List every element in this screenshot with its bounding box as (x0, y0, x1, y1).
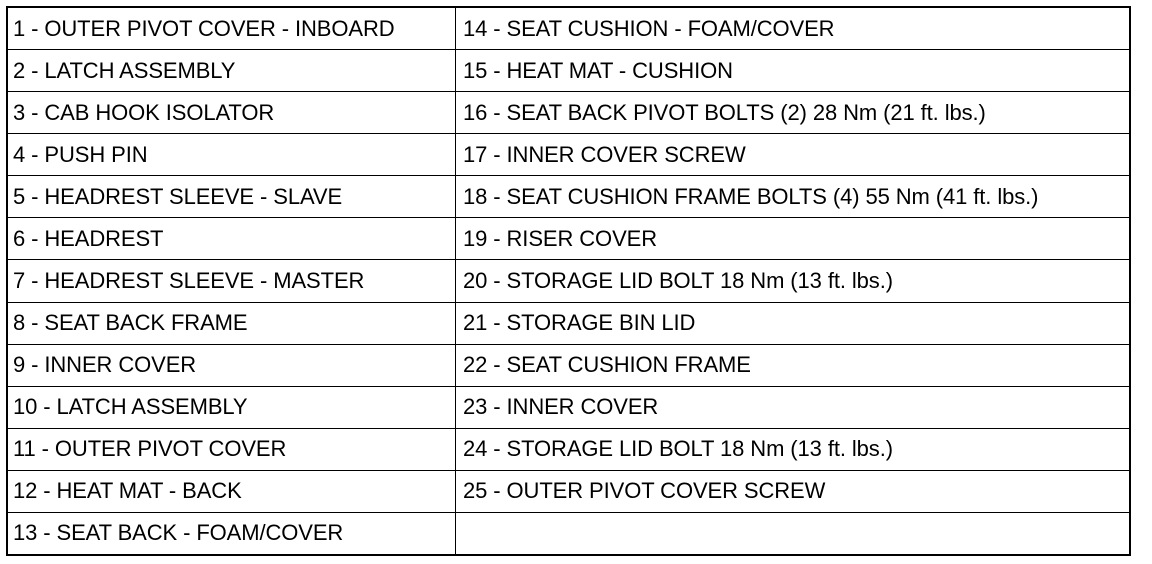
legend-item-18: 18 - SEAT CUSHION FRAME BOLTS (4) 55 Nm (41 ft. lbs.) (456, 176, 1129, 218)
legend-item-1: 1 - OUTER PIVOT COVER - INBOARD (8, 8, 455, 50)
legend-item-14: 14 - SEAT CUSHION - FOAM/COVER (456, 8, 1129, 50)
parts-legend-table (6, 6, 1131, 556)
legend-empty-cell (456, 513, 1129, 554)
legend-item-25: 25 - OUTER PIVOT COVER SCREW (456, 471, 1129, 513)
legend-item-9: 9 - INNER COVER (8, 345, 455, 387)
legend-item-6: 6 - HEADREST (8, 218, 455, 260)
legend-item-19: 19 - RISER COVER (456, 218, 1129, 260)
legend-item-17: 17 - INNER COVER SCREW (456, 134, 1129, 176)
legend-item-16: 16 - SEAT BACK PIVOT BOLTS (2) 28 Nm (21 ft. lbs.) (456, 92, 1129, 134)
legend-item-3: 3 - CAB HOOK ISOLATOR (8, 92, 455, 134)
legend-item-13: 13 - SEAT BACK - FOAM/COVER (13, 520, 344, 546)
legend-item-21: 21 - STORAGE BIN LID (456, 303, 1129, 345)
legend-item-15: 15 - HEAT MAT - CUSHION (456, 50, 1129, 92)
legend-item-8: 8 - SEAT BACK FRAME (8, 303, 455, 345)
legend-item-2: 2 - LATCH ASSEMBLY (8, 50, 455, 92)
legend-item-5: 5 - HEADREST SLEEVE - SLAVE (8, 176, 455, 218)
legend-left-column (8, 8, 456, 554)
legend-item-12: 12 - HEAT MAT - BACK (8, 471, 455, 513)
legend-item-22: 22 - SEAT CUSHION FRAME (456, 345, 1129, 387)
legend-item-4: 4 - PUSH PIN (8, 134, 455, 176)
legend-item-24: 24 - STORAGE LID BOLT 18 Nm (13 ft. lbs.) (456, 429, 1129, 471)
legend-item-11: 11 - OUTER PIVOT COVER (8, 429, 455, 471)
legend-item-20: 20 - STORAGE LID BOLT 18 Nm (13 ft. lbs.) (456, 260, 1129, 302)
legend-item-10: 10 - LATCH ASSEMBLY (8, 387, 455, 429)
legend-item-7: 7 - HEADREST SLEEVE - MASTER (8, 260, 455, 302)
legend-item-23: 23 - INNER COVER (456, 387, 1129, 429)
legend-right-column (456, 8, 1129, 554)
